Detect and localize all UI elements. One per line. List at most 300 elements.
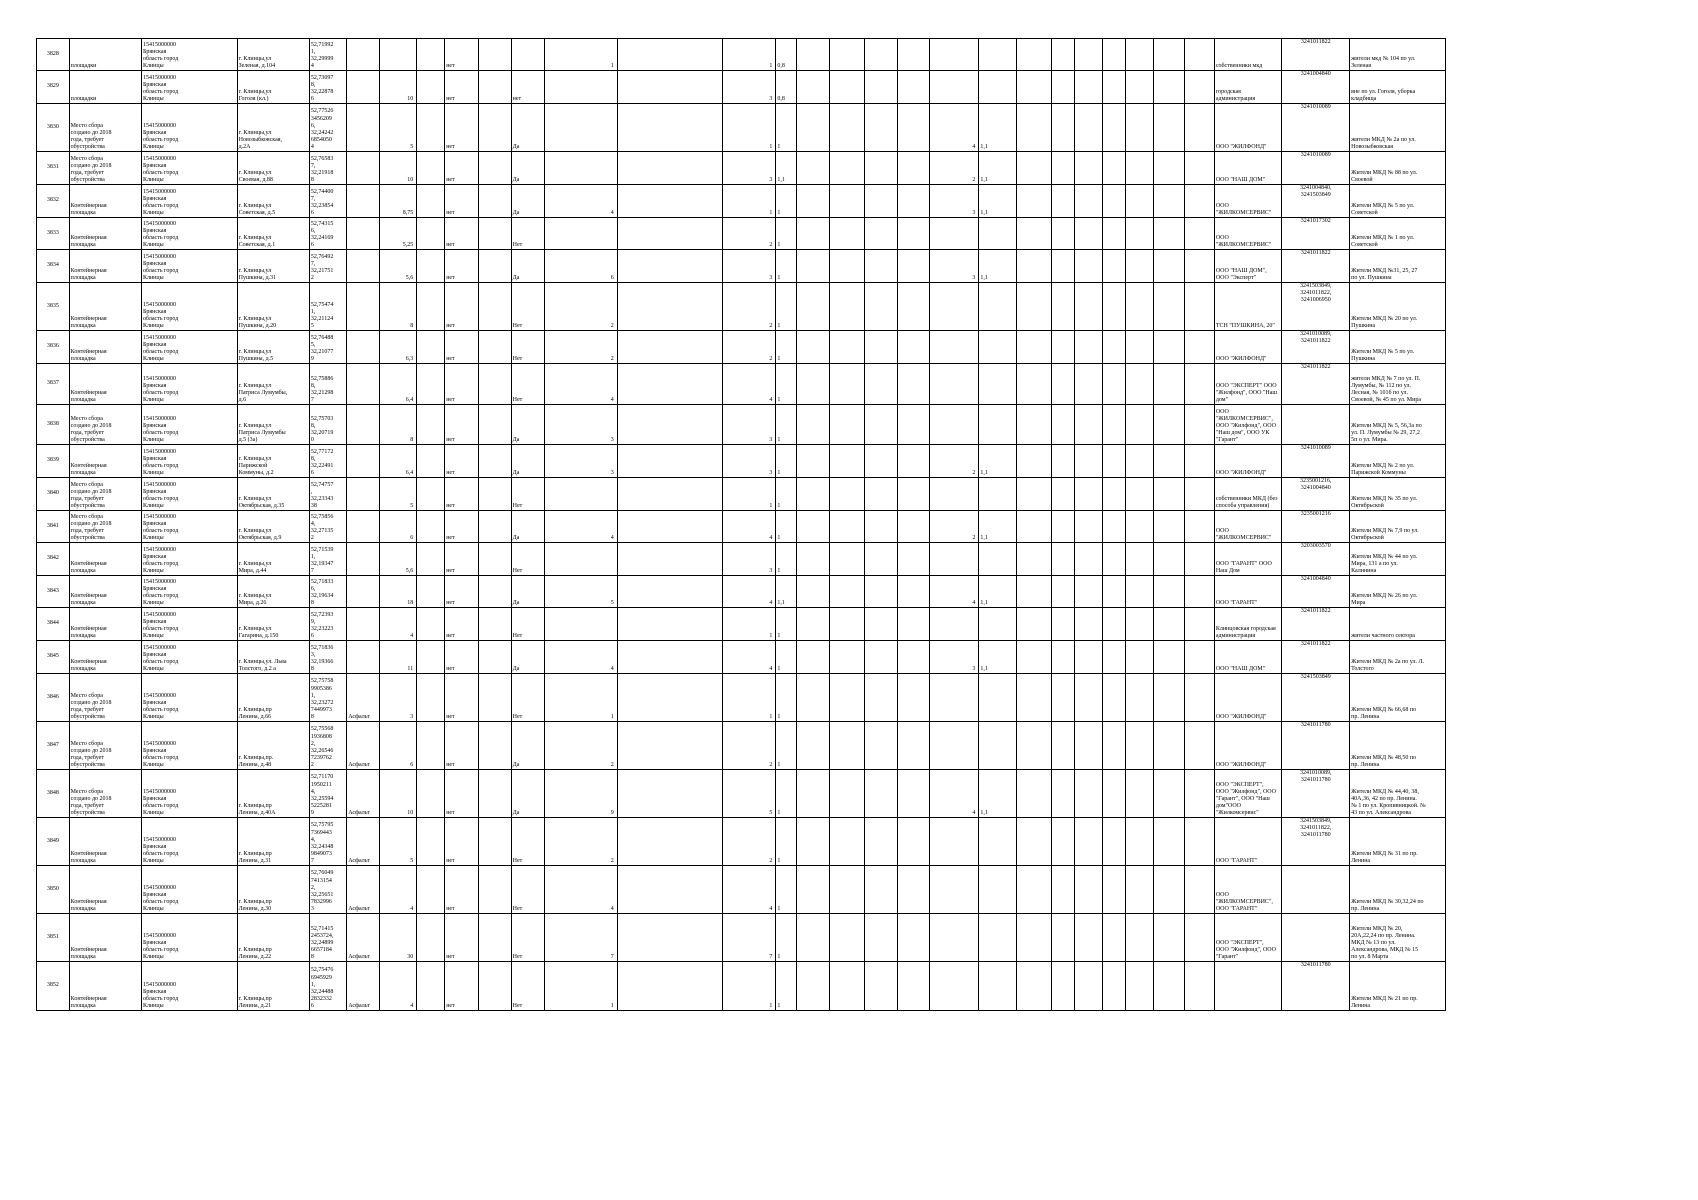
empty-cell xyxy=(830,641,865,674)
extra-count-cell: 4 xyxy=(930,770,979,818)
empty-cell xyxy=(417,445,445,478)
cover-cell: нет xyxy=(445,722,479,770)
source-cell: Жители МКД № 20 по ул. Пушкина xyxy=(1350,283,1446,331)
empty-cell xyxy=(1154,152,1184,185)
empty-cell xyxy=(830,543,865,576)
area-cell: 5 xyxy=(379,104,416,152)
extra-count-cell: 3 xyxy=(930,641,979,674)
surface-cell xyxy=(347,511,380,543)
source-cell: Жители МКД № 31 по пр. Ленина xyxy=(1350,818,1446,866)
empty-cell xyxy=(479,543,512,576)
empty-cell xyxy=(417,770,445,818)
volume-cell: 1 xyxy=(776,104,797,152)
cover-cell: нет xyxy=(445,405,479,445)
surface-cell: Асфальт xyxy=(347,770,380,818)
fence-cell: Да xyxy=(511,405,545,445)
extra-volume-cell xyxy=(979,218,1016,250)
empty-cell xyxy=(1126,478,1154,511)
inn-cell: 3241004840 xyxy=(1282,71,1350,104)
empty-cell xyxy=(797,576,830,608)
empty-cell xyxy=(617,104,722,152)
surface-cell xyxy=(347,641,380,674)
coordinates-cell: 52,71992 1, 32,29999 4 xyxy=(309,39,346,71)
empty-cell xyxy=(1154,543,1184,576)
table-row xyxy=(37,674,1446,722)
empty-cell xyxy=(617,576,722,608)
volume-cell: 1 xyxy=(776,608,797,641)
area-cell: 6 xyxy=(379,511,416,543)
source-cell: Жители МКД №31, 25, 27 по ул. Пушкина xyxy=(1350,250,1446,283)
source-cell: Жители МКД № 1 по ул. Советской xyxy=(1350,218,1446,250)
fence-cell: Да xyxy=(511,250,545,283)
coordinates-cell: 52,75795 7369443 4, 32,24348 9849073 7 xyxy=(309,818,346,866)
empty-cell xyxy=(479,445,512,478)
extra-count-cell xyxy=(930,608,979,641)
empty-cell xyxy=(617,405,722,445)
planned-count-cell: 2 xyxy=(722,818,776,866)
empty-cell xyxy=(1154,39,1184,71)
fence-cell: Да xyxy=(511,104,545,152)
table-row xyxy=(37,445,1446,478)
empty-cell xyxy=(417,962,445,1011)
empty-cell xyxy=(479,152,512,185)
empty-cell xyxy=(1102,445,1125,478)
area-cell: 4 xyxy=(379,962,416,1011)
row-number: 3840 xyxy=(37,478,70,511)
site-type-cell: Контейнерная площадка xyxy=(69,218,141,250)
table-row xyxy=(37,405,1446,445)
surface-cell: Асфальт xyxy=(347,674,380,722)
empty-cell xyxy=(1074,818,1102,866)
empty-cell xyxy=(865,218,898,250)
empty-cell xyxy=(830,818,865,866)
empty-cell xyxy=(797,478,830,511)
surface-cell: Асфальт xyxy=(347,962,380,1011)
source-cell: жители мкд № 104 по ул. Зеленая xyxy=(1350,39,1446,71)
source-cell: Жители МКД № 48,50 по пр. Ленина xyxy=(1350,722,1446,770)
container-count-cell xyxy=(545,218,617,250)
planned-count-cell: 4 xyxy=(722,641,776,674)
cover-cell: нет xyxy=(445,331,479,364)
empty-cell xyxy=(417,818,445,866)
address-cell: г. Клинцы,ул Мира, д.44 xyxy=(237,543,309,576)
empty-cell xyxy=(617,39,722,71)
empty-cell xyxy=(1102,185,1125,218)
empty-cell xyxy=(830,576,865,608)
area-cell: 8,75 xyxy=(379,185,416,218)
empty-cell xyxy=(1184,104,1214,152)
volume-cell: 1 xyxy=(776,405,797,445)
empty-cell xyxy=(797,283,830,331)
empty-cell xyxy=(1154,770,1184,818)
table-row xyxy=(37,283,1446,331)
extra-count-cell xyxy=(930,722,979,770)
coordinates-cell: 52,71415 2453724, 32,24899 6657184 8 xyxy=(309,914,346,962)
inn-cell: 3241010089 xyxy=(1282,104,1350,152)
site-type-cell: Контейнерная площадка xyxy=(69,445,141,478)
planned-count-cell: 4 xyxy=(722,364,776,405)
fence-cell: Нет xyxy=(511,331,545,364)
volume-cell: 1 xyxy=(776,331,797,364)
surface-cell: Асфальт xyxy=(347,722,380,770)
empty-cell xyxy=(617,152,722,185)
source-cell: Жители МКД № 5 по ул. Советской xyxy=(1350,185,1446,218)
empty-cell xyxy=(479,39,512,71)
owner-cell: ООО "ЖИЛФОНД" xyxy=(1214,331,1282,364)
cover-cell: нет xyxy=(445,962,479,1011)
oktmo-cell: 15415000000 Брянская область город Клинцы xyxy=(141,866,237,914)
empty-cell xyxy=(1126,576,1154,608)
planned-count-cell: 7 xyxy=(722,914,776,962)
empty-cell xyxy=(1074,104,1102,152)
oktmo-cell: 15415000000 Брянская область город Клинцы xyxy=(141,445,237,478)
address-cell: г. Клинцы,ул Гоголя (кл.) xyxy=(237,71,309,104)
site-type-cell: Место сбора создано до 2018 года, требует обустройства xyxy=(69,674,141,722)
extra-count-cell xyxy=(930,674,979,722)
area-cell: 8 xyxy=(379,283,416,331)
surface-cell xyxy=(347,405,380,445)
extra-volume-cell: 1,1 xyxy=(979,104,1016,152)
area-cell: 5 xyxy=(379,818,416,866)
empty-cell xyxy=(830,478,865,511)
empty-cell xyxy=(1154,364,1184,405)
empty-cell xyxy=(865,770,898,818)
inn-cell: 3235001216 xyxy=(1282,511,1350,543)
planned-count-cell: 4 xyxy=(722,511,776,543)
empty-cell xyxy=(1184,674,1214,722)
cover-cell: нет xyxy=(445,674,479,722)
empty-cell xyxy=(897,866,930,914)
empty-cell xyxy=(1016,331,1051,364)
address-cell: г. Клинцы,ул Советская, д.1 xyxy=(237,218,309,250)
empty-cell xyxy=(479,283,512,331)
fence-cell: нет xyxy=(511,71,545,104)
empty-cell xyxy=(1051,818,1074,866)
empty-cell xyxy=(1184,250,1214,283)
owner-cell: ООО "ЭКСПЕРТ", ООО "Жилфонд", ООО "Гарант", ООО "Наш дом"ООО "Жилкомсервис" xyxy=(1214,770,1282,818)
empty-cell xyxy=(797,962,830,1011)
fence-cell: Да xyxy=(511,770,545,818)
empty-cell xyxy=(1154,185,1184,218)
source-cell: Жители МКД № 30,32,24 по пр. Ленина xyxy=(1350,866,1446,914)
inn-cell: 3203003570 xyxy=(1282,543,1350,576)
empty-cell xyxy=(417,218,445,250)
area-cell: 6 xyxy=(379,722,416,770)
planned-count-cell: 3 xyxy=(722,152,776,185)
address-cell: г. Клинцы,ул Патриса Лумумбы, д.6 xyxy=(237,364,309,405)
site-type-cell: Место сбора создано до 2018 года, требует обустройства xyxy=(69,152,141,185)
empty-cell xyxy=(1184,185,1214,218)
empty-cell xyxy=(1184,405,1214,445)
empty-cell xyxy=(1074,283,1102,331)
surface-cell xyxy=(347,250,380,283)
address-cell: г. Клинцы,ул Мира, д.26 xyxy=(237,576,309,608)
surface-cell xyxy=(347,39,380,71)
site-type-cell: Контейнерная площадка xyxy=(69,962,141,1011)
site-type-cell: Контейнерная площадка xyxy=(69,185,141,218)
empty-cell xyxy=(1074,71,1102,104)
empty-cell xyxy=(1102,331,1125,364)
coordinates-cell: 52,75568 1936808 2, 32,26546 7239762 2 xyxy=(309,722,346,770)
area-cell: 30 xyxy=(379,914,416,962)
empty-cell xyxy=(1051,866,1074,914)
coordinates-cell: 52,71836 3, 32,19366 8 xyxy=(309,641,346,674)
surface-cell xyxy=(347,608,380,641)
surface-cell xyxy=(347,218,380,250)
inn-cell: 3241011822 xyxy=(1282,250,1350,283)
owner-cell: ООО "ЖИЛКОМСЕРВИС" xyxy=(1214,218,1282,250)
container-count-cell: 1 xyxy=(545,39,617,71)
empty-cell xyxy=(865,722,898,770)
empty-cell xyxy=(617,674,722,722)
oktmo-cell: 15415000000 Брянская область город Клинцы xyxy=(141,218,237,250)
table-row xyxy=(37,770,1446,818)
empty-cell xyxy=(830,250,865,283)
cover-cell: нет xyxy=(445,283,479,331)
empty-cell xyxy=(1051,770,1074,818)
table-row xyxy=(37,152,1446,185)
inn-cell xyxy=(1282,405,1350,445)
extra-count-cell xyxy=(930,71,979,104)
container-count-cell: 3 xyxy=(545,405,617,445)
empty-cell xyxy=(417,364,445,405)
row-number: 3838 xyxy=(37,405,70,445)
empty-cell xyxy=(1016,445,1051,478)
row-number: 3829 xyxy=(37,71,70,104)
empty-cell xyxy=(1184,641,1214,674)
empty-cell xyxy=(865,914,898,962)
empty-cell xyxy=(797,331,830,364)
empty-cell xyxy=(1184,331,1214,364)
empty-cell xyxy=(1016,185,1051,218)
empty-cell xyxy=(1051,674,1074,722)
source-cell: Жители МКД № 21 по пр. Ленина xyxy=(1350,962,1446,1011)
address-cell: г. Клинцы,пр Ленина, д.40А xyxy=(237,770,309,818)
source-cell: вне по ул. Гоголя, уборка кладбища xyxy=(1350,71,1446,104)
empty-cell xyxy=(1102,608,1125,641)
site-type-cell: Контейнерная площадка xyxy=(69,914,141,962)
empty-cell xyxy=(1051,722,1074,770)
empty-cell xyxy=(865,962,898,1011)
extra-count-cell: 3 xyxy=(930,185,979,218)
extra-volume-cell xyxy=(979,405,1016,445)
row-number: 3828 xyxy=(37,39,70,71)
volume-cell: 1 xyxy=(776,283,797,331)
empty-cell xyxy=(417,250,445,283)
owner-cell: собственники МКД (без способа управления) xyxy=(1214,478,1282,511)
empty-cell xyxy=(830,71,865,104)
owner-cell: ООО "ЖИЛФОНД" xyxy=(1214,674,1282,722)
empty-cell xyxy=(479,478,512,511)
oktmo-cell: 15415000000 Брянская область город Клинцы xyxy=(141,770,237,818)
extra-count-cell xyxy=(930,866,979,914)
empty-cell xyxy=(830,445,865,478)
empty-cell xyxy=(417,914,445,962)
owner-cell: ООО "ЭКСПЕРТ" ООО "Жилфонд", ООО "Наш дом" xyxy=(1214,364,1282,405)
oktmo-cell: 15415000000 Брянская область город Клинцы xyxy=(141,283,237,331)
empty-cell xyxy=(897,576,930,608)
empty-cell xyxy=(1184,71,1214,104)
empty-cell xyxy=(1016,250,1051,283)
address-cell: г. Клинцы,ул Парижской Коммуны, д.2 xyxy=(237,445,309,478)
row-number: 3841 xyxy=(37,511,70,543)
fence-cell: Да xyxy=(511,641,545,674)
address-cell: г. Клинцы,ул Октябрьская, д.9 xyxy=(237,511,309,543)
empty-cell xyxy=(1074,250,1102,283)
row-number: 3850 xyxy=(37,866,70,914)
planned-count-cell: 2 xyxy=(722,283,776,331)
oktmo-cell: 15415000000 Брянская область город Клинцы xyxy=(141,478,237,511)
volume-cell: 1 xyxy=(776,445,797,478)
coordinates-cell: 52,75703 8, 32,20719 0 xyxy=(309,405,346,445)
empty-cell xyxy=(1184,914,1214,962)
empty-cell xyxy=(1074,445,1102,478)
extra-volume-cell xyxy=(979,71,1016,104)
volume-cell: 1 xyxy=(776,543,797,576)
empty-cell xyxy=(797,364,830,405)
empty-cell xyxy=(1102,914,1125,962)
empty-cell xyxy=(1074,218,1102,250)
empty-cell xyxy=(1126,283,1154,331)
extra-volume-cell xyxy=(979,674,1016,722)
empty-cell xyxy=(1051,331,1074,364)
fence-cell: Нет xyxy=(511,914,545,962)
address-cell: г. Клинцы,пр Ленина, д.22 xyxy=(237,914,309,962)
surface-cell: Асфальт xyxy=(347,866,380,914)
empty-cell xyxy=(417,185,445,218)
owner-cell: ООО "ЖИЛКОМСЕРВИС" xyxy=(1214,185,1282,218)
cover-cell: нет xyxy=(445,576,479,608)
address-cell: г. Клинцы,ул Своевая, д.88 xyxy=(237,152,309,185)
empty-cell xyxy=(897,818,930,866)
extra-volume-cell: 1,1 xyxy=(979,445,1016,478)
address-cell: г. Клинцы,пр Ленина, д.21 xyxy=(237,962,309,1011)
inn-cell: 3241011780 xyxy=(1282,962,1350,1011)
cover-cell: нет xyxy=(445,866,479,914)
empty-cell xyxy=(1051,914,1074,962)
empty-cell xyxy=(1184,962,1214,1011)
oktmo-cell: 15415000000 Брянская область город Клинцы xyxy=(141,576,237,608)
empty-cell xyxy=(865,152,898,185)
empty-cell xyxy=(617,866,722,914)
empty-cell xyxy=(1126,641,1154,674)
coordinates-cell: 52,72393 9, 32,23223 6 xyxy=(309,608,346,641)
extra-count-cell: 2 xyxy=(930,445,979,478)
area-cell: 4 xyxy=(379,866,416,914)
empty-cell xyxy=(1016,576,1051,608)
extra-volume-cell xyxy=(979,478,1016,511)
empty-cell xyxy=(1184,152,1214,185)
address-cell: г. Клинцы,ул Пушкина, д.5 xyxy=(237,331,309,364)
cover-cell: нет xyxy=(445,543,479,576)
container-count-cell: 2 xyxy=(545,818,617,866)
extra-count-cell xyxy=(930,818,979,866)
extra-count-cell xyxy=(930,478,979,511)
planned-count-cell: 5 xyxy=(722,770,776,818)
source-cell: Жители МКД № 44 по ул. Мира, 131 а по ул. Калинина xyxy=(1350,543,1446,576)
oktmo-cell: 15415000000 Брянская область город Клинцы xyxy=(141,641,237,674)
surface-cell xyxy=(347,543,380,576)
area-cell: 11 xyxy=(379,641,416,674)
area-cell: 3 xyxy=(379,674,416,722)
planned-count-cell: 1 xyxy=(722,104,776,152)
owner-cell: ТСН "ПУШКИНА, 20" xyxy=(1214,283,1282,331)
oktmo-cell: 15415000000 Брянская область город Клинцы xyxy=(141,152,237,185)
empty-cell xyxy=(1051,39,1074,71)
empty-cell xyxy=(1154,331,1184,364)
oktmo-cell: 15415000000 Брянская область город Клинцы xyxy=(141,104,237,152)
container-count-cell: 4 xyxy=(545,641,617,674)
table-row xyxy=(37,866,1446,914)
planned-count-cell: 1 xyxy=(722,478,776,511)
oktmo-cell: 15415000000 Брянская область город Клинцы xyxy=(141,914,237,962)
oktmo-cell: 15415000000 Брянская область город Клинцы xyxy=(141,71,237,104)
coordinates-cell: 52,76583 7, 32,21918 8 xyxy=(309,152,346,185)
coordinates-cell: 52,76488 5, 32,21077 9 xyxy=(309,331,346,364)
empty-cell xyxy=(1016,608,1051,641)
empty-cell xyxy=(1051,71,1074,104)
empty-cell xyxy=(1126,218,1154,250)
empty-cell xyxy=(417,543,445,576)
empty-cell xyxy=(1102,39,1125,71)
cover-cell: нет xyxy=(445,71,479,104)
site-type-cell: Место сбора создано до 2018 года, требует обустройства xyxy=(69,511,141,543)
table-row xyxy=(37,364,1446,405)
site-type-cell: Место сбора создано до 2018 года, требует обустройства xyxy=(69,722,141,770)
planned-count-cell: 3 xyxy=(722,543,776,576)
site-type-cell: Контейнерная площадка xyxy=(69,608,141,641)
oktmo-cell: 15415000000 Брянская область город Клинцы xyxy=(141,608,237,641)
empty-cell xyxy=(1102,962,1125,1011)
empty-cell xyxy=(897,543,930,576)
site-type-cell: Место сбора создано до 2018 года, требует обустройства xyxy=(69,104,141,152)
container-count-cell xyxy=(545,478,617,511)
container-count-cell: 1 xyxy=(545,962,617,1011)
empty-cell xyxy=(1126,185,1154,218)
table-row xyxy=(37,71,1446,104)
cover-cell: нет xyxy=(445,185,479,218)
site-type-cell: Контейнерная площадка xyxy=(69,576,141,608)
table-row xyxy=(37,608,1446,641)
container-count-cell xyxy=(545,152,617,185)
empty-cell xyxy=(479,71,512,104)
surface-cell xyxy=(347,104,380,152)
empty-cell xyxy=(1184,218,1214,250)
empty-cell xyxy=(897,331,930,364)
address-cell: г. Клинцы,пр Ленина, д.31 xyxy=(237,818,309,866)
empty-cell xyxy=(897,478,930,511)
planned-count-cell: 3 xyxy=(722,445,776,478)
row-number: 3848 xyxy=(37,770,70,818)
empty-cell xyxy=(865,104,898,152)
empty-cell xyxy=(617,250,722,283)
empty-cell xyxy=(797,818,830,866)
owner-cell: собственники мкд xyxy=(1214,39,1282,71)
row-number: 3836 xyxy=(37,331,70,364)
planned-count-cell: 2 xyxy=(722,218,776,250)
cover-cell: нет xyxy=(445,218,479,250)
source-cell: Жители МКД № 66,68 по пр. Ленина xyxy=(1350,674,1446,722)
container-count-cell: 7 xyxy=(545,914,617,962)
empty-cell xyxy=(797,405,830,445)
source-cell: Жители МКД № 20, 20А,22,24 по пр. Ленина. МКД № 13 по ул. Александрова, МКД № 15 по ул. 8 Марта xyxy=(1350,914,1446,962)
empty-cell xyxy=(1016,104,1051,152)
empty-cell xyxy=(1126,722,1154,770)
owner-cell: ООО "ЖИЛКОМСЕРВИС" xyxy=(1214,511,1282,543)
planned-count-cell: 3 xyxy=(722,405,776,445)
source-cell: Жители МКД № 35 по ул. Октябрьской xyxy=(1350,478,1446,511)
empty-cell xyxy=(865,185,898,218)
